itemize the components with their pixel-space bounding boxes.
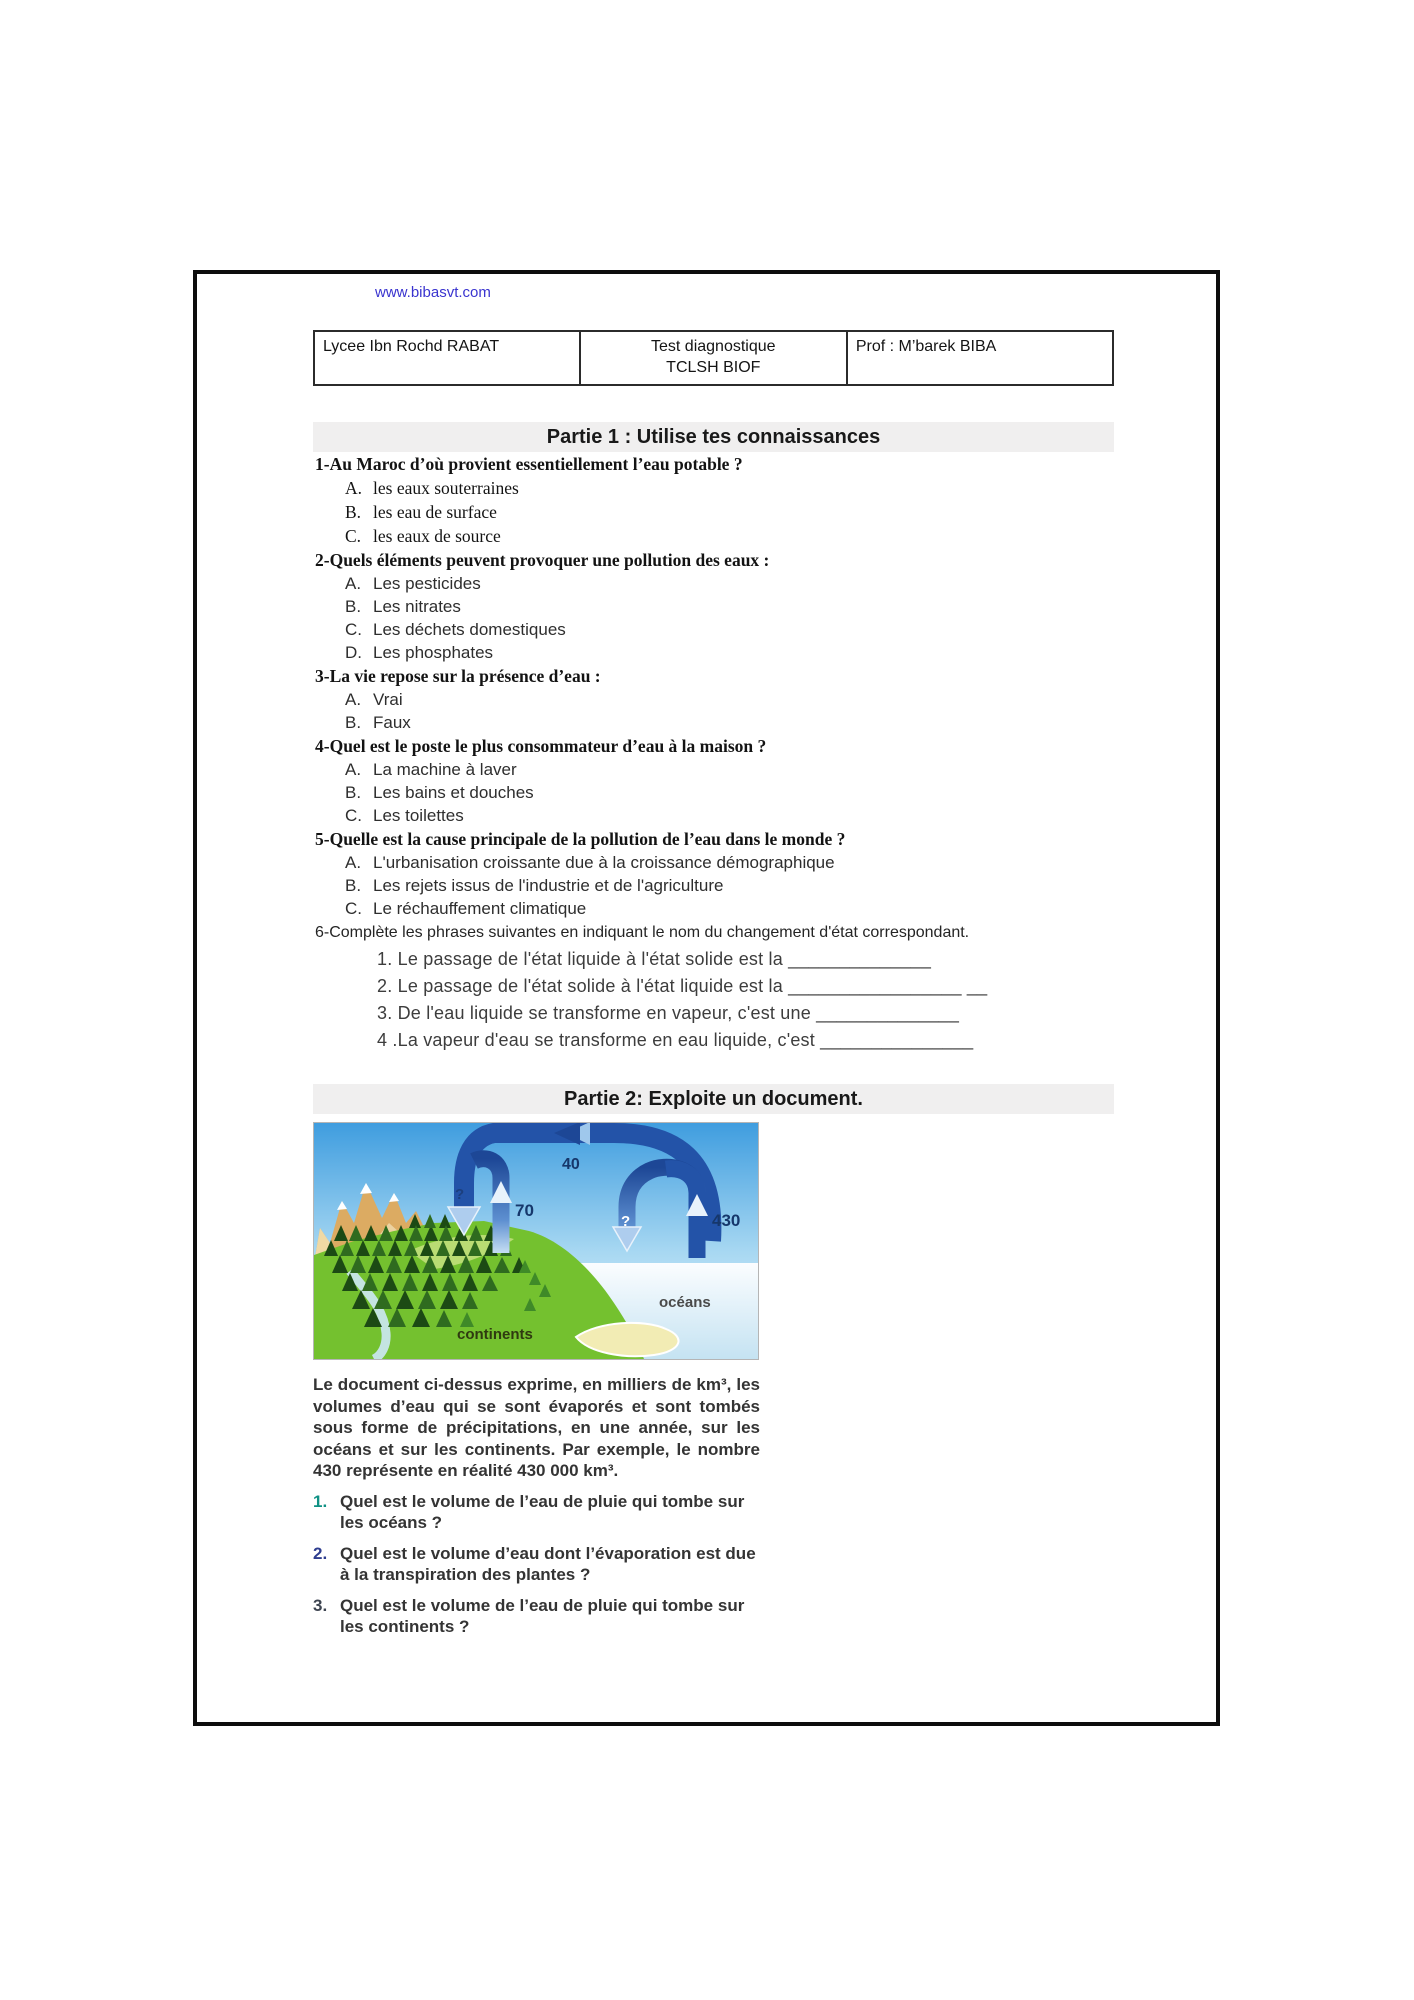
- part2-question-3: [313, 1595, 760, 1638]
- q4-title: 4-Quel est le poste le plus consommateur d’eau à la maison ?: [315, 736, 767, 756]
- label-precipitation-land: ?: [455, 1186, 465, 1203]
- label-continents: continents: [457, 1326, 533, 1343]
- test-class: TCLSH BIOF: [666, 359, 761, 376]
- option-text: Les bains et douches: [373, 783, 534, 802]
- label-transport-40: 40: [562, 1156, 580, 1173]
- q6-item-4: 4 .La vapeur d'eau se transforme en eau liquide, c'est _______________: [377, 1030, 974, 1050]
- option-letter: B.: [345, 502, 362, 522]
- option-letter: C.: [345, 806, 362, 825]
- option-letter: B.: [345, 783, 362, 802]
- part2-question-1: [313, 1491, 760, 1534]
- option-letter: A.: [345, 574, 362, 593]
- part1-content: [315, 452, 1127, 1054]
- option-text: Le réchauffement climatique: [373, 899, 587, 918]
- part2-question-text-3: Quel est le volume de l’eau de pluie qui tombe sur les continents ?: [340, 1595, 745, 1636]
- q3-option-a: [315, 688, 1127, 711]
- q6-item-2: 2. Le passage de l'état solide à l'état liquide est la _________________ __: [377, 976, 988, 996]
- school-cell: Lycee Ibn Rochd RABAT: [314, 331, 580, 385]
- part2-question-text-1: Quel est le volume de l’eau de pluie qui tombe sur les océans ?: [340, 1491, 745, 1532]
- option-text: Les phosphates: [373, 643, 494, 662]
- q1-option-a: [315, 476, 1127, 500]
- part2-question-num-3: 3.: [313, 1595, 328, 1615]
- q2-title: 2-Quels éléments peuvent provoquer une pollution des eaux :: [315, 550, 770, 570]
- part2-title-band: Partie 2: Exploite un document.: [313, 1084, 1114, 1114]
- option-letter: B.: [345, 713, 362, 732]
- option-text: les eaux de source: [373, 526, 501, 546]
- q4-option-b: [315, 781, 1127, 804]
- water-cycle-figure: [313, 1122, 759, 1360]
- q2-option-d: [315, 641, 1127, 664]
- label-oceans: océans: [659, 1294, 711, 1311]
- q2-option-c: [315, 618, 1127, 641]
- option-letter: B.: [345, 597, 362, 616]
- q6-item-3: 3. De l'eau liquide se transforme en vapeur, c'est une ______________: [377, 1003, 960, 1023]
- option-letter: A.: [345, 760, 362, 779]
- option-letter: A.: [345, 478, 363, 498]
- q1-title: 1-Au Maroc d’où provient essentiellement l’eau potable ?: [315, 454, 743, 474]
- option-text: Faux: [373, 713, 411, 732]
- q5-title: 5-Quelle est la cause principale de la pollution de l’eau dans le monde ?: [315, 829, 846, 849]
- option-text: Vrai: [373, 690, 403, 709]
- option-letter: D.: [345, 643, 362, 662]
- option-text: les eau de surface: [373, 502, 497, 522]
- option-letter: B.: [345, 876, 362, 895]
- q1-option-b: [315, 500, 1127, 524]
- q4-option-c: [315, 804, 1127, 827]
- option-text: Les toilettes: [373, 806, 464, 825]
- q5-option-c: [315, 897, 1127, 920]
- header-row: [314, 331, 1113, 385]
- test-title: Test diagnostique: [651, 338, 776, 355]
- q6-item-1: 1. Le passage de l'état liquide à l'état solide est la ______________: [377, 949, 932, 969]
- label-evaporation-ocean-430: 430: [712, 1211, 741, 1230]
- part2-question-num-2: 2.: [313, 1543, 328, 1563]
- q2-option-a: [315, 572, 1127, 595]
- option-letter: A.: [345, 690, 362, 709]
- q2-option-b: [315, 595, 1127, 618]
- part2-question-num-1: 1.: [313, 1491, 328, 1511]
- option-letter: C.: [345, 620, 362, 639]
- header-table: [313, 330, 1114, 386]
- q5-option-a: [315, 851, 1127, 874]
- option-text: Les pesticides: [373, 574, 481, 593]
- label-evaporation-land-70: 70: [515, 1201, 534, 1220]
- q4-option-a: [315, 758, 1127, 781]
- q3-title: 3-La vie repose sur la présence d’eau :: [315, 666, 601, 686]
- figure-caption-paragraph: Le document ci-dessus exprime, en milliers de km³, les volumes d’eau qui se sont évaporés et sont tombés sous forme de précipitations, en une année, sur les océans et sur les continents. Par exemple, le nombre 430 représente en réalité 430 000 km³.: [313, 1375, 760, 1480]
- website-link[interactable]: www.bibasvt.com: [375, 284, 491, 301]
- part2-document-block: [313, 1374, 760, 1638]
- part2-question-2: [313, 1543, 760, 1586]
- part2-question-text-2: Quel est le volume d’eau dont l’évaporation est due à la transpiration des plantes ?: [340, 1543, 756, 1584]
- option-text: Les rejets issus de l'industrie et de l'agriculture: [373, 876, 724, 895]
- option-text: les eaux souterraines: [373, 478, 519, 498]
- prof-cell: Prof : M’barek BIBA: [847, 331, 1113, 385]
- option-text: L'urbanisation croissante due à la croissance démographique: [373, 853, 835, 872]
- option-text: Les nitrates: [373, 597, 461, 616]
- option-letter: C.: [345, 899, 362, 918]
- part1-title-band: Partie 1 : Utilise tes connaissances: [313, 422, 1114, 452]
- label-precipitation-ocean: ?: [621, 1213, 631, 1230]
- option-text: La machine à laver: [373, 760, 517, 779]
- option-letter: C.: [345, 526, 362, 546]
- test-cell: [580, 331, 847, 385]
- q3-option-b: [315, 711, 1127, 734]
- option-text: Les déchets domestiques: [373, 620, 566, 639]
- q6-title: 6-Complète les phrases suivantes en indiquant le nom du changement d'état correspondant.: [315, 924, 970, 941]
- option-letter: A.: [345, 853, 362, 872]
- q5-option-b: [315, 874, 1127, 897]
- q1-option-c: [315, 524, 1127, 548]
